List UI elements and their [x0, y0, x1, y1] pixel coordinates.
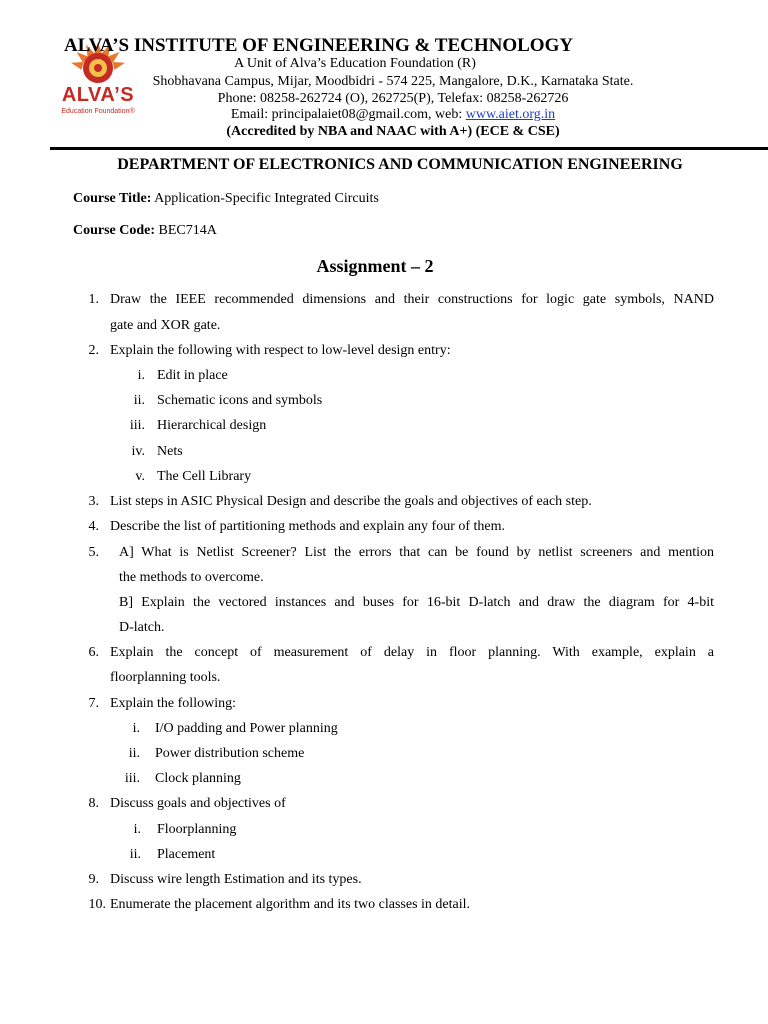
- question-number: 1.: [88, 292, 99, 307]
- question-part-b-continued: D-latch.: [119, 620, 165, 635]
- letterhead: [0, 30, 768, 148]
- question-part-a-continued: the methods to overcome.: [119, 570, 264, 585]
- sub-item-number: iv.: [131, 444, 145, 459]
- website-link[interactable]: www.aiet.org.in: [465, 107, 556, 122]
- sub-item-number: i.: [137, 368, 145, 383]
- sub-item-number: ii.: [128, 746, 140, 761]
- question-number: 6.: [88, 645, 99, 660]
- phone-line: Phone: 08258-262724 (O), 262725(P), Telefax: 08258-262726: [217, 91, 569, 106]
- question-text: Draw the IEEE recommended dimensions and their constructions for logic gate symbols, NAND: [110, 292, 714, 307]
- sub-item-number: i.: [133, 822, 141, 837]
- question-text: Explain the concept of measurement of delay in floor planning. With example, explain a: [110, 645, 714, 660]
- question-number: 10.: [88, 897, 106, 912]
- sub-item-text: The Cell Library: [157, 469, 252, 484]
- accreditation-line: (Accredited by NBA and NAAC with A+) (ECE & CSE): [226, 124, 560, 139]
- question-part-a: A] What is Netlist Screener? List the errors that can be found by netlist screeners and mention: [119, 545, 714, 560]
- sub-item-text: Floorplanning: [157, 822, 237, 837]
- question-text: Describe the list of partitioning methods and explain any four of them.: [110, 519, 506, 534]
- sub-item-text: Placement: [157, 847, 216, 862]
- email-text: Email: principalaiet08@gmail.com, web:: [230, 107, 466, 122]
- logo-subtext: Education Foundation®: [61, 108, 135, 115]
- sub-item-number: ii.: [133, 393, 145, 408]
- course-code: [73, 223, 217, 239]
- question-number: 4.: [88, 519, 99, 534]
- assignment-title: Assignment – 2: [316, 256, 434, 276]
- question-text: List steps in ASIC Physical Design and describe the goals and objectives of each step.: [110, 494, 592, 509]
- foundation-line: A Unit of Alva’s Education Foundation (R): [234, 56, 476, 71]
- sub-item-number: iii.: [129, 418, 145, 433]
- question-number: 9.: [88, 872, 99, 887]
- question-text: Explain the following:: [110, 696, 236, 711]
- sub-item-text: Edit in place: [157, 368, 228, 383]
- course-code-value: BEC714A: [155, 223, 217, 238]
- question-text: Discuss wire length Estimation and its types.: [110, 872, 362, 887]
- question-number: 2.: [88, 343, 99, 358]
- header-divider: [50, 147, 768, 150]
- logo-wordmark: ALVA’S: [61, 84, 135, 106]
- question-text: Explain the following with respect to low-level design entry:: [110, 343, 451, 358]
- email-line: [93, 107, 693, 123]
- address-line: Shobhavana Campus, Mijar, Moodbidri - 574 225, Mangalore, D.K., Karnataka State.: [152, 74, 634, 89]
- sub-item-text: Nets: [157, 444, 183, 459]
- sub-item-number: i.: [132, 721, 140, 736]
- course-title: [73, 191, 379, 207]
- sub-item-text: Schematic icons and symbols: [157, 393, 323, 408]
- sub-item-text: Power distribution scheme: [155, 746, 305, 761]
- course-title-value: Application-Specific Integrated Circuits: [151, 191, 379, 206]
- course-title-label: Course Title:: [73, 191, 152, 206]
- sub-item-number: ii.: [129, 847, 141, 862]
- sub-item-number: iii.: [124, 771, 140, 786]
- department-heading: DEPARTMENT OF ELECTRONICS AND COMMUNICATION ENGINEERING: [117, 156, 683, 173]
- question-text: Enumerate the placement algorithm and its two classes in detail.: [110, 897, 471, 912]
- sub-item-text: I/O padding and Power planning: [155, 721, 338, 736]
- question-text: Discuss goals and objectives of: [110, 796, 286, 811]
- question-text: gate and XOR gate.: [110, 318, 221, 333]
- question-text: floorplanning tools.: [110, 670, 221, 685]
- course-code-label: Course Code:: [73, 223, 156, 238]
- question-number: 8.: [88, 796, 99, 811]
- sub-item-text: Hierarchical design: [157, 418, 267, 433]
- question-number: 3.: [88, 494, 99, 509]
- question-number: 5.: [88, 545, 99, 560]
- institute-name: ALVA’S INSTITUTE OF ENGINEERING & TECHNOLOGY: [64, 35, 574, 56]
- question-part-b: B] Explain the vectored instances and buses for 16-bit D-latch and draw the diagram for 4-bit: [119, 595, 714, 610]
- sub-item-text: Clock planning: [155, 771, 241, 786]
- question-number: 7.: [88, 696, 99, 711]
- sub-item-number: v.: [135, 469, 145, 484]
